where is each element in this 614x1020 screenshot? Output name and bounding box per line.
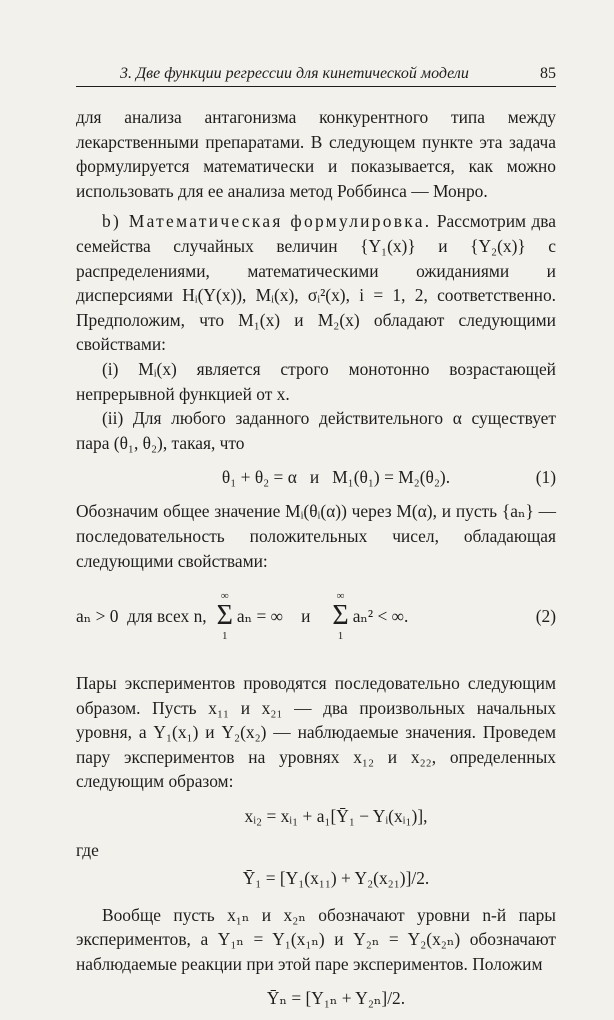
sum-2: [322, 590, 408, 642]
equation-2: [76, 579, 556, 653]
paragraph-sequence: Обозначим общее значение Mᵢ(θᵢ(α)) через M(α), и пусть {aₙ} — последовательность положительных чисел, обладающая следующими свойствами:: [76, 501, 556, 571]
sum-1-upper: ∞: [220, 590, 229, 603]
chapter-title: 3. Две функции регрессии для кинетической модели: [120, 65, 469, 82]
paragraph-intro: для анализа антагонизма конкурентного типа между лекарственными препаратами. В следующем пункте эта задача формулируется математически и показывается, как можно использовать для ее анализа метод Роббинса — Монро.: [76, 107, 556, 201]
equation-4: [76, 865, 556, 893]
paragraph-formulation: [76, 209, 556, 357]
equation-1-number: (1): [535, 467, 556, 488]
sum-1-body: aₙ = ∞: [236, 605, 284, 626]
running-header: [76, 62, 556, 87]
sum-2-lower: 1: [337, 630, 344, 643]
property-ii: (ii) Для любого заданного действительного α существует пара (θ₁, θ₂), такая, что: [76, 408, 556, 453]
equation-2-number: (2): [535, 605, 556, 626]
paragraph-general: Вообще пусть x₁ₙ и x₂ₙ обозначают уровни n-й пары экспериментов, а Y₁ₙ = Y₁(x₁ₙ) и Y₂ₙ = Y₂(x₂ₙ) обозначают наблюдаемые реакции при этой паре экспериментов. Положим: [76, 904, 556, 974]
equation-3-body: xᵢ₂ = xᵢ₁ + a₁[Ȳ₁ − Yᵢ(xᵢ₁)],: [244, 805, 428, 826]
page-number: 85: [540, 65, 556, 82]
sum-2-operator: [332, 590, 348, 642]
equation-1: [76, 463, 556, 491]
where-word: где: [76, 840, 99, 861]
paragraph-experiments: Пары экспериментов проводятся последовательно следующим образом. Пусть x₁₁ и x₂₁ — два произвольных начальных уровня, а Y₁(x₁) и Y₂(x₂) — наблюдаемые значения. Проведем пару экспериментов на уровнях x₁₂ и x₂₂, определенных следующим образом:: [76, 673, 556, 792]
section-heading: b) Математическая формулировка.: [102, 211, 432, 232]
equation-2-condition: aₙ > 0 для всех n,: [76, 605, 207, 626]
equation-5-body: Ȳₙ = [Y₁ₙ + Y₂ₙ]/2.: [266, 988, 406, 1009]
sum-1-operator: [217, 590, 233, 642]
sum-2-body: aₙ² < ∞.: [352, 605, 409, 626]
equation-4-body: Ȳ₁ = [Y₁(x₁₁) + Y₂(x₂₁)]/2.: [242, 868, 430, 889]
sum-2-sign: Σ: [332, 600, 349, 632]
equation-3: [76, 802, 556, 830]
formulation-text: Рассмотрим два семейства случайных величин {Y₁(x)} и {Y₂(x)} с распределениями, математическими ожиданиями и дисперсиями Hᵢ(Y(x)), Mᵢ(x), σᵢ²(x), i = 1, 2, соответственно. Предположим, что M₁(x) и M₂(x) обладают следующими свойствами:: [76, 211, 556, 355]
equation-2-and: и: [301, 605, 311, 626]
sum-1: [207, 590, 283, 642]
equation-1-body: θ₁ + θ₂ = α и M₁(θ₁) = M₂(θ₂).: [221, 467, 451, 488]
book-page: [76, 62, 556, 1020]
sum-1-lower: 1: [222, 630, 228, 643]
equation-5: [76, 984, 556, 1012]
sum-1-sign: Σ: [216, 600, 233, 632]
property-i: (i) Mᵢ(x) является строго монотонно возрастающей непрерывной функцией от x.: [76, 358, 556, 404]
sum-2-upper: ∞: [336, 590, 345, 603]
